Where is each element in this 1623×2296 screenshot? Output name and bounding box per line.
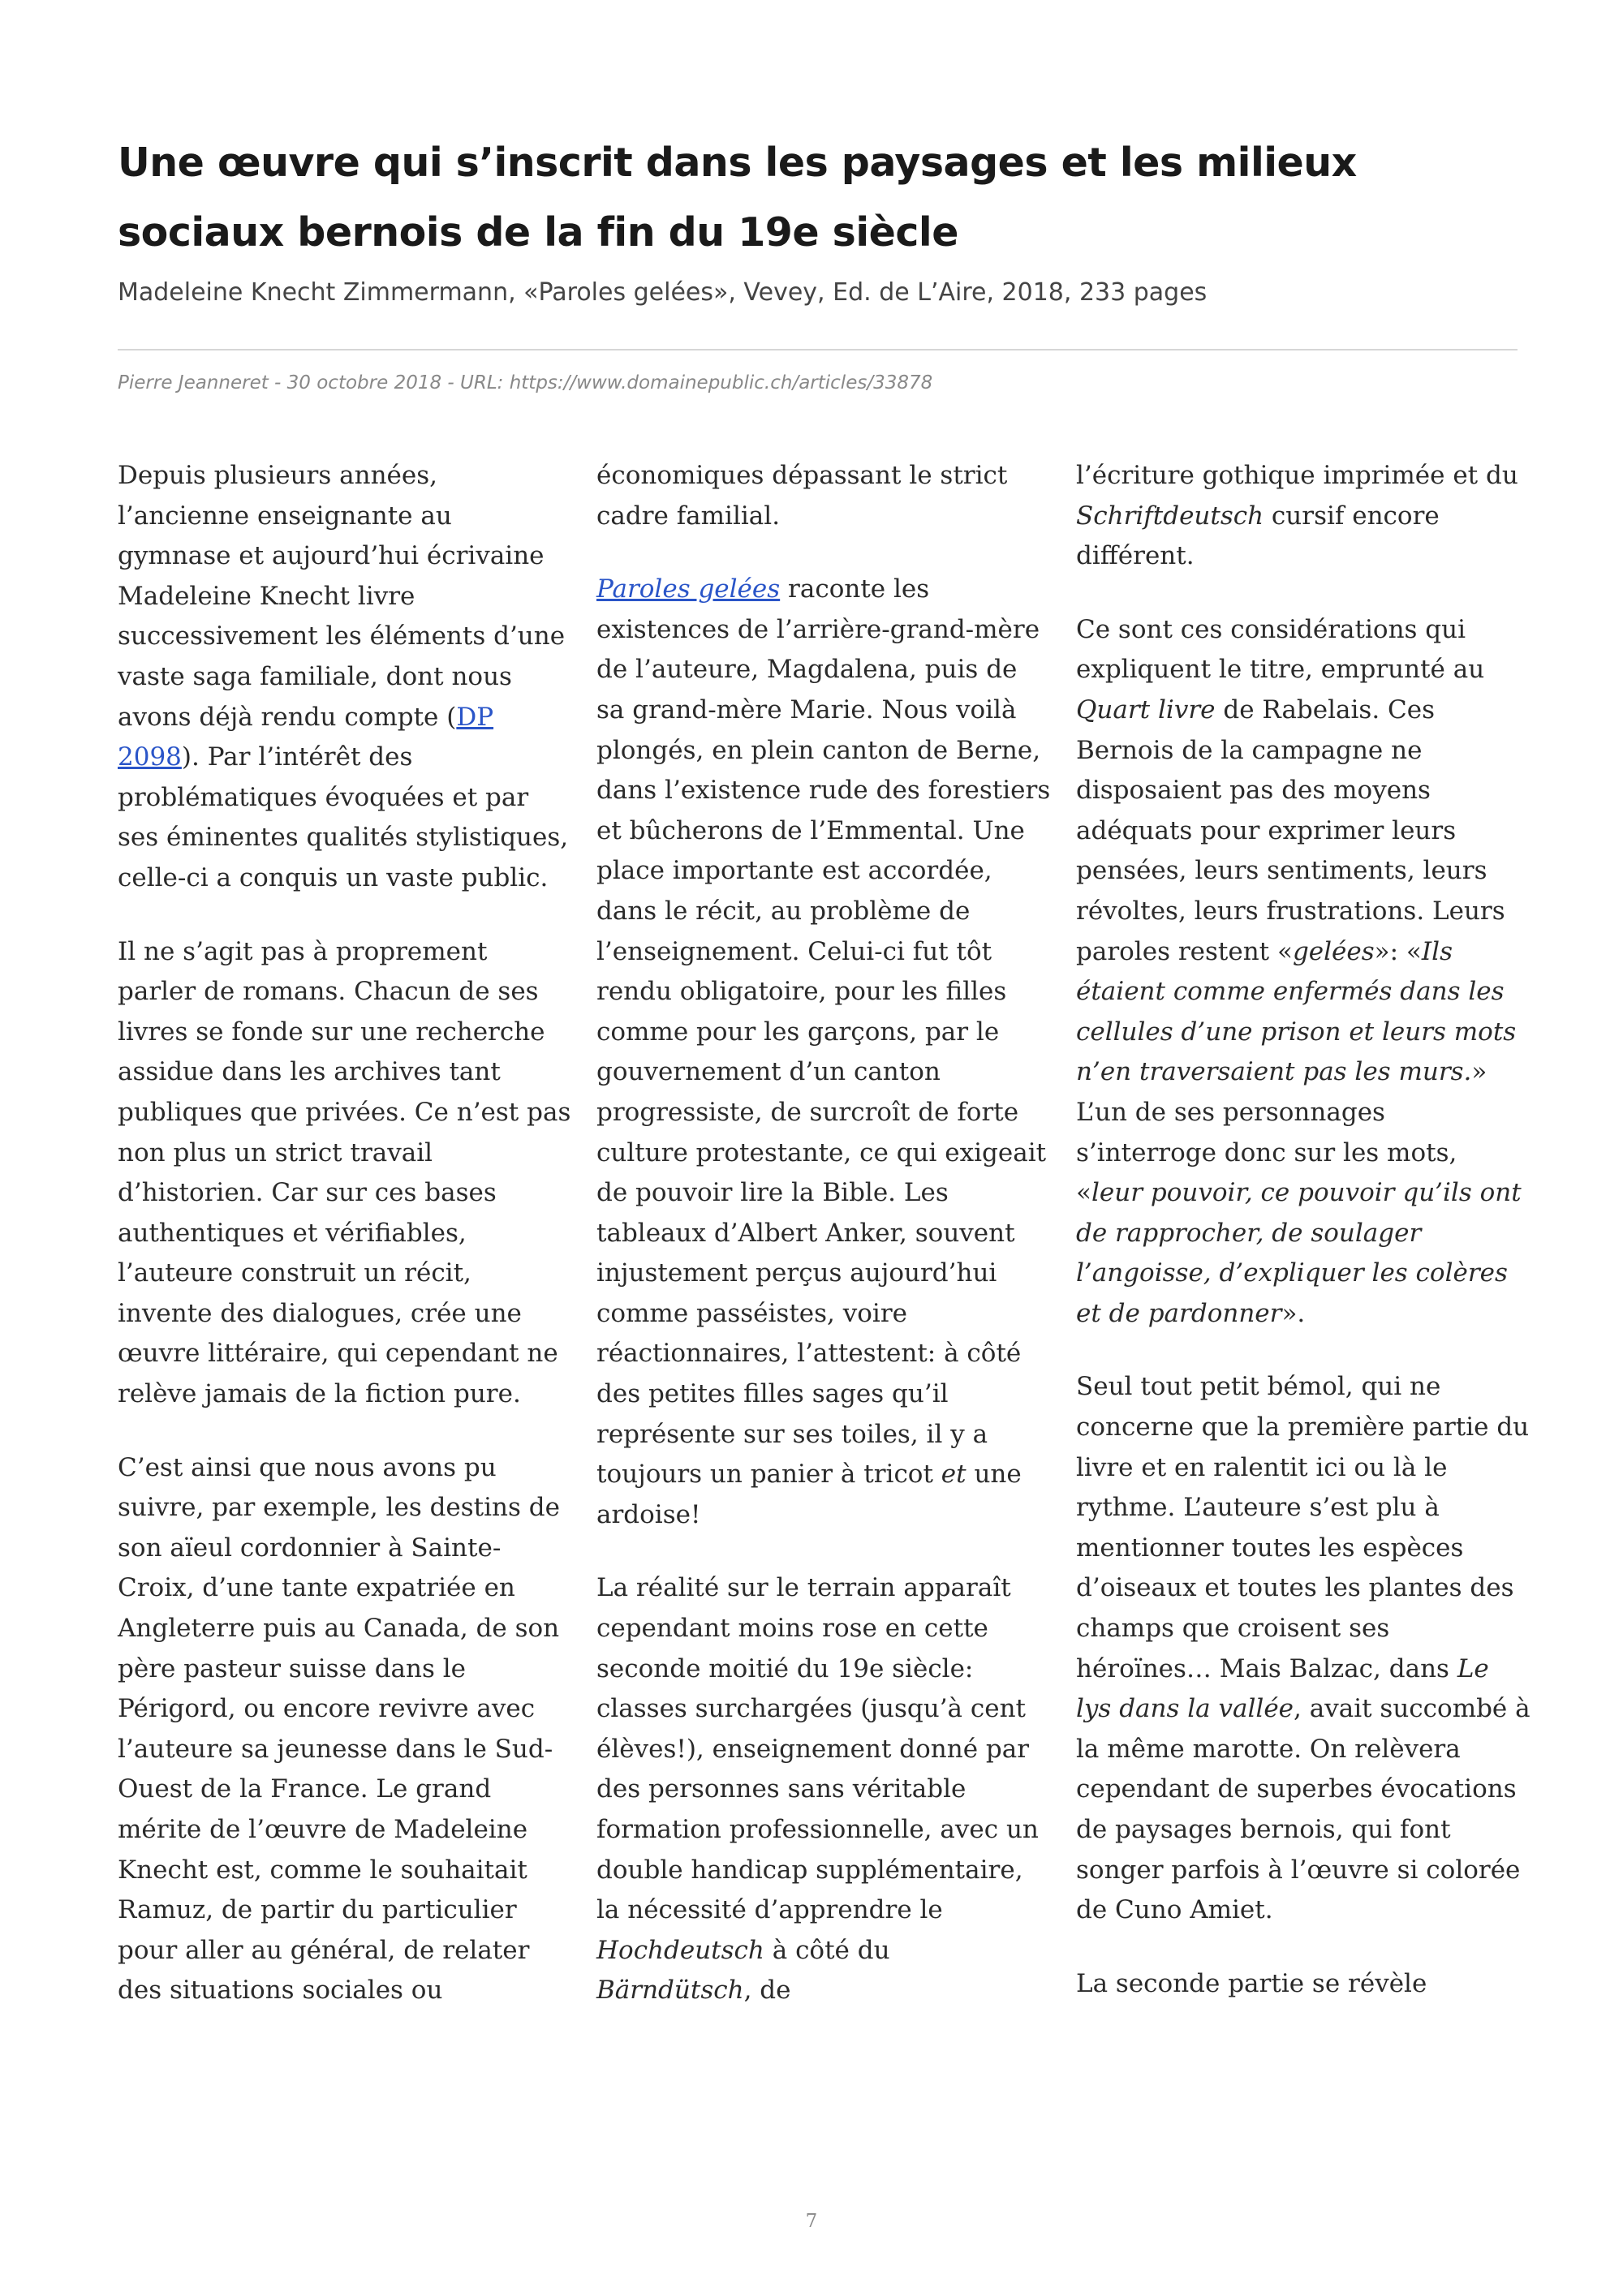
quote-text: leur pouvoir, ce pouvoir qu’ils ont de rapprocher, de soulager l’angoisse, d’expliquer les colères et de pardonner [1076, 1178, 1522, 1328]
paragraph-text: Ce sont ces considérations qui expliquent le titre, emprunté au [1076, 614, 1485, 685]
text-column-1 [118, 456, 572, 2044]
article-title: Une œuvre qui s’inscrit dans les paysages et les milieux sociaux bernois de la fin du 19e siècle [118, 140, 1357, 256]
paragraph-text: , de [743, 1976, 791, 2006]
emphasis-text: et [941, 1460, 966, 1490]
paragraph-text: à côté du [764, 1935, 890, 1965]
paragraph [118, 456, 572, 899]
paragraph-text: Seul tout petit bémol, qui ne concerne que la première partie du livre et en ralentit ici ou là le rythme. L’auteure s’est plu à mentionner toutes les espèces d’oiseaux et toutes les plantes des champs que croisent ses héroïnes… Mais Balzac, dans [1076, 1372, 1530, 1683]
header-divider [118, 349, 1518, 350]
paragraph: C’est ainsi que nous avons pu suivre, par exemple, les destins de son aïeul cordonnier à Sainte-Croix, d’une tante expatriée en Angleterre puis au Canada, de son père pasteur suisse dans le Périgord, ou encore revivre avec l’auteure sa jeunesse dans le Sud-Ouest de la France. Le grand mérite de l’œuvre de Madeleine Knecht est, comme le souhaitait Ramuz, de partir du particulier pour aller au général, de relater des situations sociales ou [118, 1452, 560, 2006]
paragraph-text: , avait succombé à la même marotte. On relèvera cependant de superbes évocations de paysages bernois, qui font songer parfois à l’œuvre si colorée de Cuno Amiet. [1076, 1694, 1530, 1925]
article-subtitle: Madeleine Knecht Zimmermann, «Paroles gelées», Vevey, Ed. de L’Aire, 2018, 233 pages [118, 278, 1208, 307]
text-column-2 [596, 456, 1051, 2044]
paragraph: La seconde partie se révèle [1076, 1968, 1427, 1998]
paragraph-text: l’écriture gothique imprimée et du [1076, 461, 1518, 490]
emphasis-text: gelées [1292, 936, 1375, 966]
paragraph-text: cursif encore différent. [1076, 501, 1440, 571]
paragraph [596, 570, 1051, 1535]
paragraph-text: »: « [1374, 936, 1422, 966]
paragraph-text: de Rabelais. Ces Bernois de la campagne ne disposaient pas des moyens adéquats pour exprimer leurs pensées, leurs sentiments, leurs révoltes, leurs frustrations. Leurs paroles restent « [1076, 694, 1505, 966]
emphasis-text: Le lys dans la vallée [1076, 1653, 1489, 1724]
article-meta: Pierre Jeanneret - 30 octobre 2018 - URL: https://www.domainepublic.ch/articles/33878 [118, 372, 933, 393]
emphasis-text: Schriftdeutsch [1076, 501, 1264, 531]
quote-text: Ils étaient comme enfermés dans les cellules d’une prison et leurs mots n’en traversaient pas les murs. [1076, 936, 1517, 1087]
paragraph-text: » L’un de ses personnages s’interroge donc sur les mots, « [1076, 1057, 1487, 1208]
dp-2098-link[interactable]: DP 2098 [118, 702, 494, 772]
paragraph [596, 1568, 1051, 2011]
emphasis-text: Bärndütsch [596, 1976, 744, 2006]
emphasis-text: Quart livre [1076, 694, 1216, 724]
paragraph: économiques dépassant le strict cadre familial. [596, 461, 1008, 531]
paragraph-text: une ardoise! [596, 1460, 1022, 1529]
paragraph-text: raconte les existences de l’arrière-grand-mère de l’auteure, Magdalena, puis de sa grand-mère Marie. Nous voilà plongés, en plein canton de Berne, dans l’existence rude des forestiers et bûcherons de l’Emmental. Une place importante est accordée, dans le récit, au problème de l’enseignement. Celui-ci fut tôt rendu obligatoire, pour les filles comme pour les garçons, par le gouvernement d’un canton progressiste, de surcroît de forte culture protestante, ce qui exigeait de pouvoir lire la Bible. Les tableaux d’Albert Anker, souvent injustement perçus aujourd’hui comme passéistes, voire réactionnaires, l’attestent: à côté des petites filles sages qu’il représente sur ses toiles, il y a toujours un panier à tricot [596, 574, 1051, 1490]
paragraph-text: ). Par l’intérêt des problématiques évoquées et par ses éminentes qualités stylistiques, celle-ci a conquis un vaste public. [118, 742, 569, 892]
paragraph-text: Depuis plusieurs années, l’ancienne enseignante au gymnase et aujourd’hui écrivaine Madeleine Knecht livre successivement les éléments d’une vaste saga familiale, dont nous avons déjà rendu compte ( [118, 461, 566, 732]
paroles-gelees-link[interactable]: Paroles gelées [596, 574, 781, 604]
paragraph-text: La réalité sur le terrain apparaît cependant moins rose en cette seconde moitié du 19e siècle: classes surchargées (jusqu’à cent élèves!), enseignement donné par des personnes sans véritable formation professionnelle, avec un double handicap supplémentaire, la nécessité d’apprendre le [596, 1573, 1039, 1925]
page-number: 7 [805, 2211, 818, 2232]
paragraph [1076, 1367, 1530, 1930]
paragraph: Il ne s’agit pas à proprement parler de romans. Chacun de ses livres se fonde sur une recherche assidue dans les archives tant publiques que privées. Ce n’est pas non plus un strict travail d’historien. Car sur ces bases authentiques et vérifiables, l’auteure construit un récit, invente des dialogues, crée une œuvre littéraire, qui cependant ne relève jamais de la fiction pure. [118, 936, 571, 1409]
paragraph-text: ». [1281, 1298, 1306, 1328]
paragraph [1076, 610, 1530, 1335]
paragraph [1076, 456, 1530, 577]
text-column-3 [1076, 456, 1530, 2037]
emphasis-text: Hochdeutsch [596, 1935, 764, 1965]
